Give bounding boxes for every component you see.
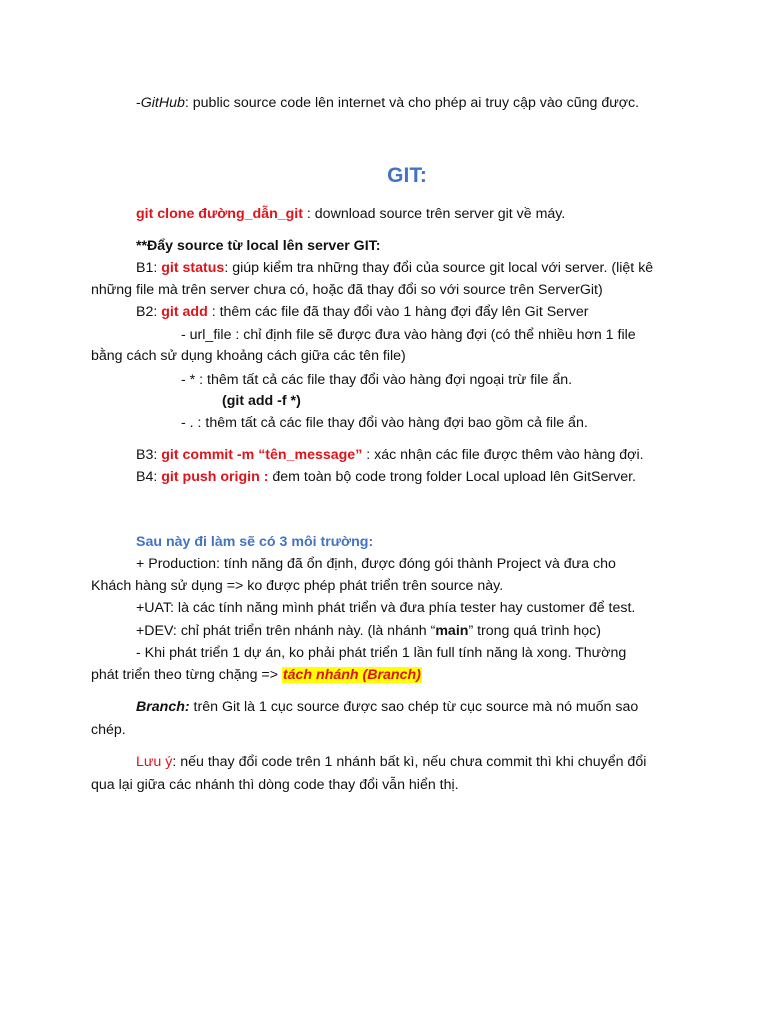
- b2-text: : thêm các file đã thay đổi vào 1 hàng đợi đẩy lên Git Server: [207, 304, 589, 320]
- b2-url-file: - url_file : chỉ định file sẽ được đưa vào hàng đợi (có thể nhiều hơn 1 file: [181, 327, 636, 343]
- env-dev-3: [91, 665, 422, 685]
- b4-text: đem toàn bộ code trong folder Local upload lên GitServer.: [268, 469, 636, 485]
- b2-line: [136, 302, 589, 322]
- env-production-2: Khách hàng sử dụng => ko được phép phát triển trên source này.: [91, 578, 504, 594]
- env-production: + Production: tính năng đã ổn định, được đóng gói thành Project và đưa cho: [136, 556, 616, 572]
- env-dev-2: - Khi phát triển 1 dự án, ko phải phát triển 1 lần full tính năng là xong. Thường: [136, 645, 627, 661]
- github-line: [136, 93, 639, 113]
- branch-term: Branch:: [136, 699, 190, 715]
- b3-label: B3:: [136, 447, 162, 463]
- b1-text: : giúp kiểm tra những thay đổi của source git local với server. (liệt kê: [224, 260, 654, 276]
- b1-command: git status: [161, 260, 225, 276]
- b2-command: git add: [161, 304, 208, 320]
- env-dev-post: ” trong quá trình học): [468, 623, 601, 639]
- github-text: : public source code lên internet và cho phép ai truy cập vào cũng được.: [184, 95, 640, 111]
- branch-text: trên Git là 1 cục source được sao chép từ cục source mà nó muốn sao: [189, 699, 639, 715]
- env-dev: [136, 621, 601, 641]
- b4-command: git push origin :: [161, 469, 269, 485]
- branch-highlight: tách nhánh (Branch): [282, 667, 421, 683]
- b4-line: [136, 467, 636, 487]
- clone-command: git clone đường_dẫn_git: [136, 206, 303, 222]
- note-line-2: qua lại giữa các nhánh thì dòng code thay đổi vẫn hiển thị.: [91, 777, 459, 793]
- branch-line-2: chép.: [91, 722, 126, 738]
- b2-dot-option: - . : thêm tất cả các file thay đổi vào hàng đợi bao gồm cả file ẩn.: [181, 415, 588, 431]
- b1-label: B1:: [136, 260, 162, 276]
- env-dev-main: main: [435, 623, 469, 639]
- push-heading: **Đẩy source từ local lên server GIT:: [136, 238, 381, 254]
- env-dev-pre: +DEV: chỉ phát triển trên nhánh này. (là nhánh “: [136, 623, 436, 639]
- b1-line: [136, 258, 653, 278]
- b1-line-2: những file mà trên server chưa có, hoặc đã thay đổi so với source trên ServerGit): [91, 282, 603, 298]
- page-title: GIT:: [387, 164, 427, 187]
- b2-label: B2:: [136, 304, 162, 320]
- github-term: GitHub: [140, 95, 185, 111]
- github-prefix: -: [136, 95, 141, 111]
- b2-star-option: - * : thêm tất cả các file thay đổi vào hàng đợi ngoại trừ file ẩn.: [181, 372, 573, 388]
- clone-text: : download source trên server git về máy.: [302, 206, 566, 222]
- note-line: [136, 752, 646, 772]
- b3-command: git commit -m “tên_message”: [161, 447, 363, 463]
- clone-line: [136, 204, 565, 224]
- b3-line: [136, 445, 644, 465]
- b2-force-option: (git add -f *): [222, 393, 301, 409]
- note-text: : nếu thay đổi code trên 1 nhánh bất kì, nếu chưa commit thì khi chuyển đổi: [172, 754, 647, 770]
- branch-line: [136, 697, 638, 717]
- b4-label: B4:: [136, 469, 162, 485]
- env-uat: +UAT: là các tính năng mình phát triển và đưa phía tester hay customer để test.: [136, 600, 636, 616]
- b2-url-file-2: bằng cách sử dụng khoảng cách giữa các tên file): [91, 348, 406, 364]
- env-heading: Sau này đi làm sẽ có 3 môi trường:: [136, 534, 374, 550]
- env-dev-3-pre: phát triển theo từng chặng =>: [91, 667, 282, 683]
- note-term: Lưu ý: [136, 754, 173, 770]
- b3-text: : xác nhận các file được thêm vào hàng đợi.: [362, 447, 644, 463]
